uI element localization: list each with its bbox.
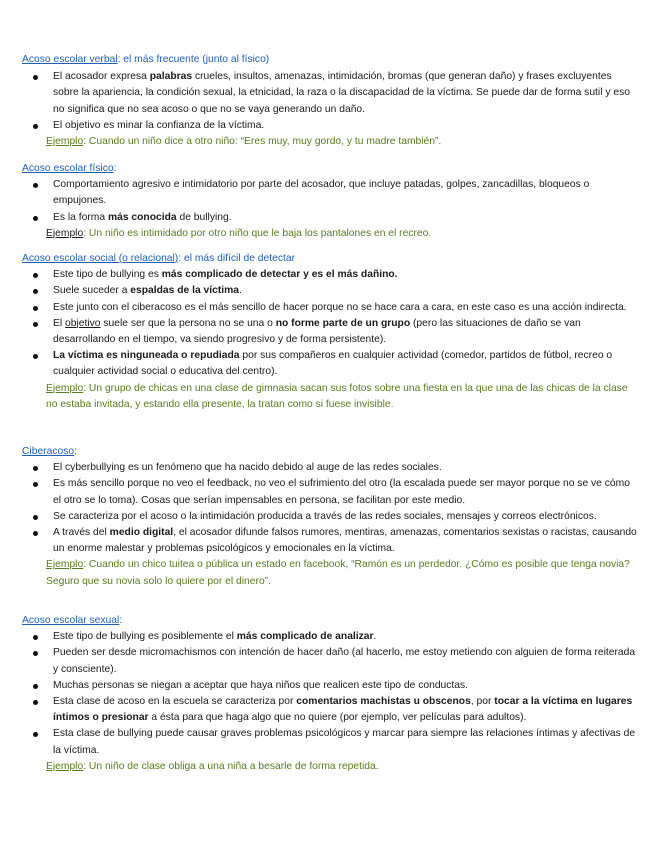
bullet-list	[22, 69, 637, 134]
section-heading	[22, 613, 637, 629]
section-heading	[22, 52, 637, 68]
example-text: : Un niño es intimidado por otro niño que le baja los pantalones en el recreo.	[83, 227, 432, 239]
list-item: Muchas personas se niegan a aceptar que haya niños que realicen este tipo de conductas.	[22, 678, 637, 694]
section-ciberacoso	[22, 444, 637, 590]
bullet-list	[22, 267, 637, 380]
example	[22, 759, 637, 775]
heading-subtitle: :	[119, 615, 123, 626]
heading-title: Acoso escolar social (o relacional)	[22, 253, 179, 264]
example-label: Ejemplo	[46, 559, 84, 571]
list-item: Pueden ser desde micromachismos con intención de hacer daño (al hacerlo, me estoy metiendo con alguien de forma reiterada y consciente).	[22, 645, 637, 677]
list-item: Es más sencillo porque no veo el feedback, no veo el sufrimiento del otro (la escalada puede ser mayor porque no se ve cómo el otro se lo toma). Cosas que serían impensables en persona, se facilitan por este medio.	[22, 476, 637, 508]
heading-subtitle: : el más difícil de detectar	[178, 253, 296, 264]
heading-title: Acoso escolar verbal	[22, 54, 118, 65]
list-item: Esta clase de acoso en la escuela se caracteriza por comentarios machistas u obscenos, por tocar a la víctima en lugares íntimos o presionar a ésta para que haga algo que no quiere (por ejemplo, ver películas para adultos).	[22, 694, 637, 726]
example-text: : Un grupo de chicas en una clase de gimnasia sacan sus fotos sobre una fiesta en la que una de las chicas de la clase no estaba invitada, y estando ella presente, la tratan como si fuese invisible.	[46, 382, 628, 410]
list-item: La víctima es ninguneada o repudiada por sus compañeros en cualquier actividad (comedor, partidos de fútbol, recreo o cualquier actividad social o educativa del centro).	[22, 348, 637, 380]
example	[22, 381, 637, 413]
list-item: El cyberbullying es un fenómeno que ha nacido debido al auge de las redes sociales.	[22, 460, 637, 476]
section-heading	[22, 251, 637, 267]
list-item: El objetivo es minar la confianza de la víctima.	[22, 118, 637, 134]
example-label: Ejemplo	[46, 227, 84, 239]
heading-title: Acoso escolar físico	[22, 163, 114, 174]
example-text: : Cuando un niño dice a otro niño: “Eres muy, muy gordo, y tu madre también”.	[83, 136, 442, 148]
example	[22, 226, 637, 242]
list-item: El objetivo suele ser que la persona no se una o no forme parte de un grupo (pero las situaciones de daño se van desarrollando en el tiempo, va siendo progresivo y de forma persistente).	[22, 316, 637, 348]
example-text: : Cuando un chico tuitea o pública un estado en facebook, “Ramón es un perdedor. ¿Cómo es posible que tenga novia? Seguro que su novia solo lo quiere por el dinero”.	[46, 559, 630, 587]
list-item: A través del medio digital, el acosador difunde falsos rumores, mentiras, amenazas, comentarios sexistas o racistas, causando un enorme malestar y problemas psicológicos y emocionales en la víctima.	[22, 525, 637, 557]
list-item: El acosador expresa palabras crueles, insultos, amenazas, intimidación, bromas (que generan daño) y frases excluyentes sobre la apariencia, la condición sexual, la etnicidad, la raza o la discapacidad de la víctima. Se puede dar de forma sutil y eso no significa que no sea acoso o que no se vaya generando un daño.	[22, 69, 637, 118]
example-label: Ejemplo	[46, 136, 84, 148]
example-text: : Un niño de clase obliga a una niña a besarle de forma repetida.	[83, 760, 379, 772]
list-item: Es la forma más conocida de bullying.	[22, 210, 637, 226]
example-label: Ejemplo	[46, 760, 84, 772]
heading-subtitle: :	[113, 163, 117, 174]
list-item: Suele suceder a espaldas de la víctima.	[22, 283, 637, 299]
heading-title: Acoso escolar sexual	[22, 615, 120, 626]
heading-subtitle: :	[74, 446, 77, 457]
section-heading	[22, 161, 637, 177]
list-item: Este junto con el ciberacoso es el más sencillo de hacer porque no se hace cara a cara, en este caso es una acción indirecta.	[22, 300, 637, 316]
section-sexual	[22, 613, 637, 775]
list-item: Este tipo de bullying es más complicado de detectar y es el más dañino.	[22, 267, 637, 283]
section-social	[22, 251, 637, 413]
list-item: Este tipo de bullying es posiblemente el más complicado de analizar.	[22, 629, 637, 645]
bullet-list	[22, 460, 637, 557]
bullet-list	[22, 629, 637, 759]
section-verbal	[22, 52, 637, 150]
example	[22, 557, 637, 589]
example	[22, 134, 637, 150]
list-item: Esta clase de bullying puede causar graves problemas psicológicos y marcar para siempre las relaciones íntimas y afectivas de la víctima.	[22, 726, 637, 758]
heading-title: Ciberacoso	[22, 446, 75, 457]
section-fisico	[22, 161, 637, 242]
bullet-list	[22, 177, 637, 226]
list-item: Se caracteriza por el acoso o la intimidación producida a través de las redes sociales, mensajes y correos electrónicos.	[22, 509, 637, 525]
list-item: Comportamiento agresivo e intimidatorio por parte del acosador, que incluye patadas, golpes, zancadillas, bloqueos o empujones.	[22, 177, 637, 209]
heading-subtitle: : el más frecuente (junto al físico)	[117, 54, 270, 65]
section-heading	[22, 444, 637, 460]
example-label: Ejemplo	[46, 382, 84, 394]
